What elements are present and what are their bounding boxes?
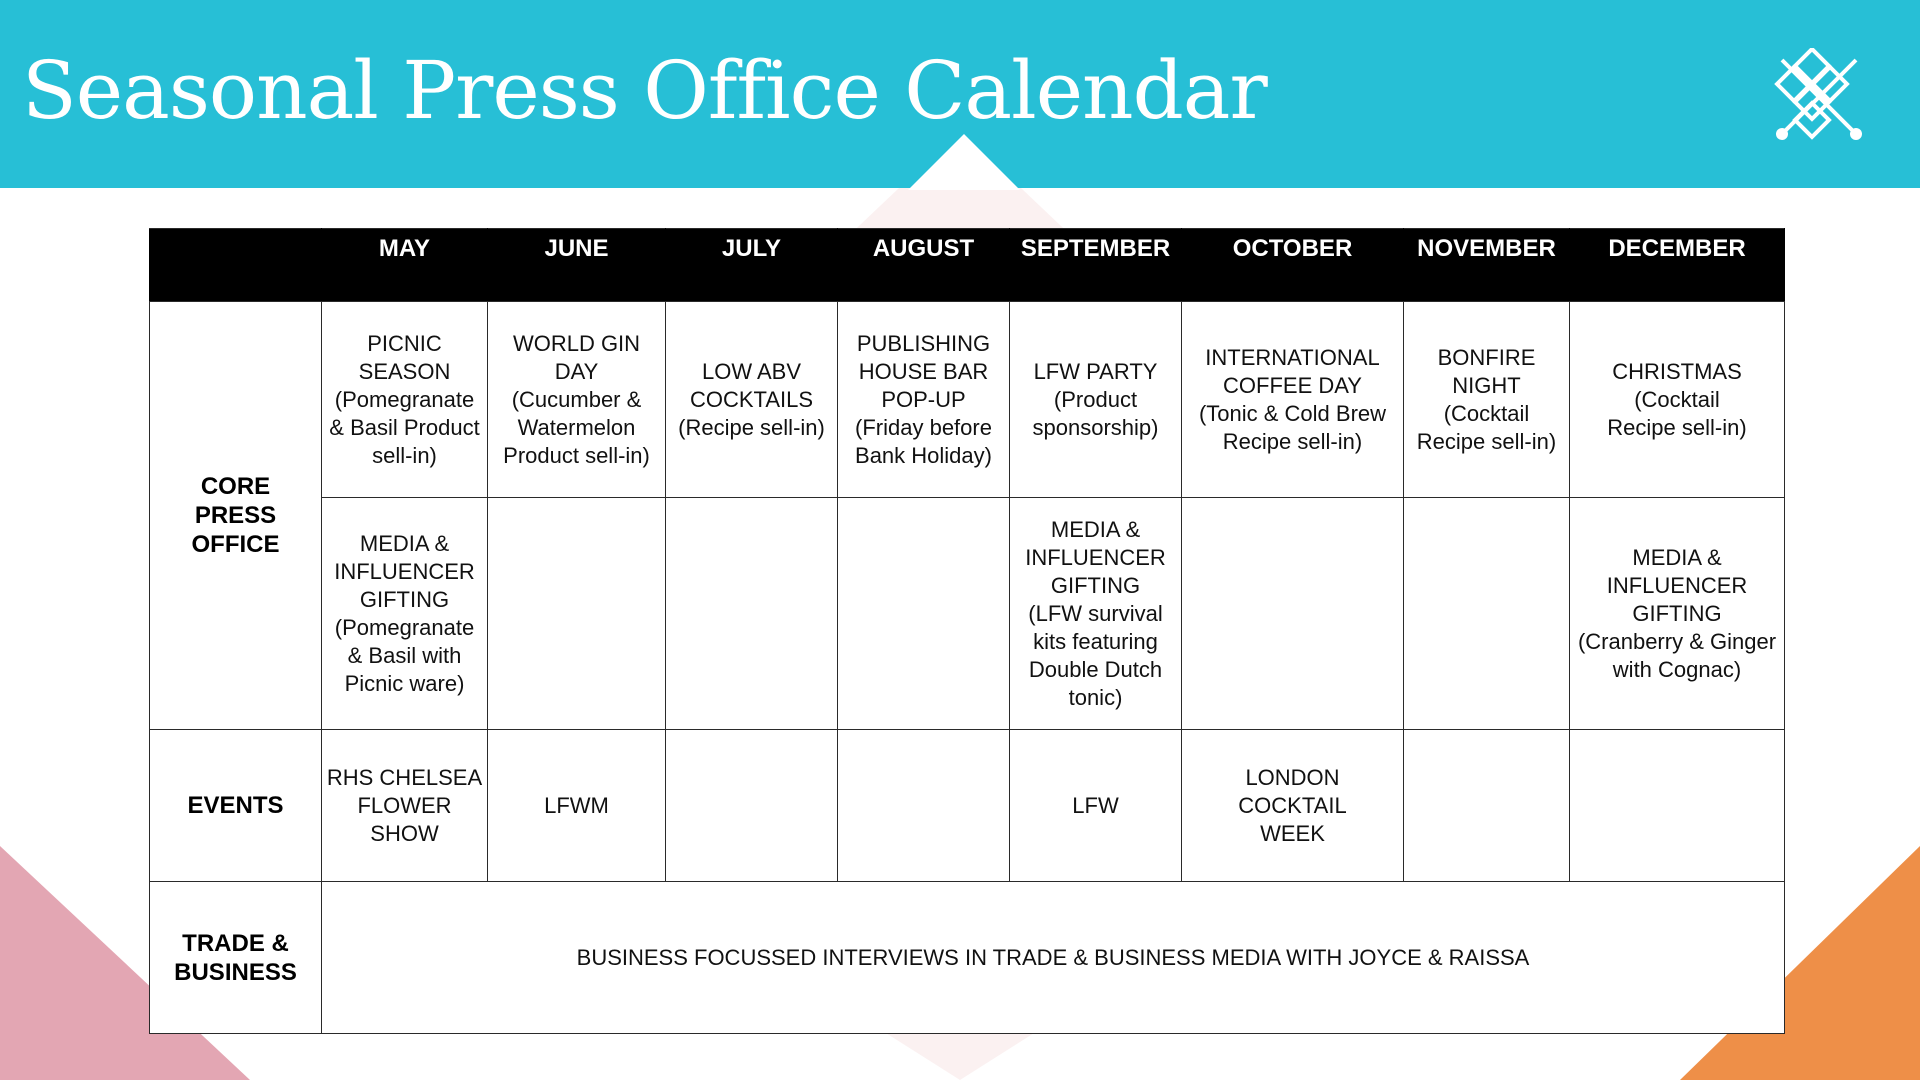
month-header: JULY bbox=[666, 229, 838, 302]
month-header: SEPTEMBER bbox=[1010, 229, 1182, 302]
calendar-cell bbox=[1182, 730, 1404, 882]
cell-text-line: kits featuring bbox=[1033, 628, 1158, 654]
cell-text-line: WORLD GIN bbox=[512, 330, 641, 356]
calendar-cell bbox=[1404, 302, 1570, 498]
calendar-cell bbox=[1570, 302, 1785, 498]
cell-text-line: INFLUENCER bbox=[1025, 544, 1166, 570]
calendar-cell bbox=[1570, 730, 1785, 882]
cell-text-line: CORE bbox=[200, 473, 271, 500]
cell-text-line: PICNIC bbox=[367, 330, 442, 356]
cell-text-line: DAY bbox=[554, 358, 599, 384]
cell-text-line: MEDIA & bbox=[359, 530, 450, 556]
cell-text-line: TRADE & bbox=[182, 929, 289, 957]
cell-text-line: INFLUENCER bbox=[1606, 572, 1748, 598]
cell-text-line: POP-UP bbox=[881, 386, 966, 412]
core-press-office-row-1 bbox=[150, 302, 1785, 498]
calendar-cell bbox=[838, 302, 1010, 498]
cell-text-line: INTERNATIONAL bbox=[1205, 344, 1380, 370]
calendar-cell bbox=[488, 498, 666, 730]
page-title: Seasonal Press Office Calendar bbox=[22, 44, 1267, 137]
calendar-cell bbox=[1570, 498, 1785, 730]
calendar-cell bbox=[666, 730, 838, 882]
cell-text-line: sell-in) bbox=[372, 442, 437, 468]
cell-text-line: (Pomegranate bbox=[334, 614, 475, 640]
month-header: OCTOBER bbox=[1182, 229, 1404, 302]
corner-header bbox=[150, 229, 322, 302]
cell-text-line: (Product bbox=[1053, 386, 1138, 412]
cell-text-line: COCKTAIL bbox=[1238, 792, 1347, 818]
cell-text-line: FLOWER bbox=[357, 792, 452, 818]
cell-text-line: (Pomegranate bbox=[334, 386, 475, 412]
cell-text-line: (Friday before bbox=[855, 414, 992, 440]
cell-text-line: Picnic ware) bbox=[344, 670, 465, 696]
calendar-cell bbox=[1404, 498, 1570, 730]
row-label-trade-business bbox=[150, 882, 322, 1034]
cell-text-line: with Cognac) bbox=[1612, 656, 1742, 682]
calendar-table bbox=[149, 228, 1785, 1034]
header-notch bbox=[908, 134, 1020, 190]
core-press-office-row-2 bbox=[150, 498, 1785, 730]
calendar-cell bbox=[322, 730, 488, 882]
cell-text-line: GIFTING bbox=[1050, 572, 1141, 598]
calendar-cell bbox=[1182, 498, 1404, 730]
month-header: DECEMBER bbox=[1570, 229, 1785, 302]
cell-text-line: (Recipe sell-in) bbox=[678, 414, 825, 440]
calendar-cell bbox=[666, 302, 838, 498]
calendar-cell bbox=[322, 302, 488, 498]
cell-text-line: LFWM bbox=[544, 792, 609, 818]
row-label-core-press-office bbox=[150, 302, 322, 730]
calendar-cell bbox=[838, 498, 1010, 730]
calendar-cell bbox=[1404, 730, 1570, 882]
diamond-knot-logo-icon bbox=[1772, 48, 1868, 144]
month-header: MAY bbox=[322, 229, 488, 302]
trade-business-cell: BUSINESS FOCUSSED INTERVIEWS IN TRADE & BUSINESS MEDIA WITH JOYCE & RAISSA bbox=[322, 882, 1785, 1034]
month-header: AUGUST bbox=[838, 229, 1010, 302]
cell-text-line: BONFIRE bbox=[1437, 344, 1536, 370]
cell-text-line: BUSINESS bbox=[174, 958, 297, 986]
cell-text-line: (Cocktail bbox=[1443, 400, 1530, 426]
trade-business-row bbox=[150, 882, 1785, 1034]
cell-text-line: & Basil with bbox=[347, 642, 462, 668]
cell-text-line: & Basil Product bbox=[329, 414, 480, 440]
month-header: JUNE bbox=[488, 229, 666, 302]
calendar-cell bbox=[322, 498, 488, 730]
cell-text-line: Double Dutch bbox=[1028, 656, 1163, 682]
calendar-cell bbox=[1182, 302, 1404, 498]
cell-text-line: LFW bbox=[1072, 792, 1119, 818]
calendar-cell bbox=[1010, 302, 1182, 498]
cell-text-line: EVENTS bbox=[187, 792, 284, 819]
cell-text-line: Recipe sell-in) bbox=[1416, 428, 1557, 454]
cell-text-line: COFFEE DAY bbox=[1223, 372, 1362, 398]
row-label-events bbox=[150, 730, 322, 882]
cell-text-line: PUBLISHING bbox=[856, 330, 991, 356]
cell-text-line: LONDON bbox=[1245, 764, 1340, 790]
cell-text-line: SEASON bbox=[358, 358, 451, 384]
month-header: NOVEMBER bbox=[1404, 229, 1570, 302]
cell-text-line: tonic) bbox=[1068, 684, 1123, 710]
calendar-cell bbox=[488, 302, 666, 498]
cell-text-line: MEDIA & bbox=[1050, 516, 1141, 542]
month-header-row bbox=[150, 229, 1785, 302]
cell-text-line: (LFW survival bbox=[1028, 600, 1163, 626]
cell-text-line: (Cranberry & Ginger bbox=[1577, 628, 1777, 654]
calendar-cell bbox=[1010, 498, 1182, 730]
cell-text-line: INFLUENCER bbox=[334, 558, 475, 584]
cell-text-line: RHS CHELSEA bbox=[326, 764, 483, 790]
cell-text-line: OFFICE bbox=[191, 531, 280, 558]
cell-text-line: SHOW bbox=[370, 820, 439, 846]
cell-text-line: (Tonic & Cold Brew bbox=[1198, 400, 1387, 426]
calendar-cell bbox=[666, 498, 838, 730]
calendar-cell bbox=[1010, 730, 1182, 882]
calendar-cell bbox=[488, 730, 666, 882]
cell-text-line: (Cucumber & bbox=[511, 386, 642, 412]
cell-text-line: CHRISTMAS bbox=[1612, 358, 1742, 384]
cell-text-line: sponsorship) bbox=[1032, 414, 1159, 440]
cell-text-line: COCKTAILS bbox=[689, 386, 814, 412]
cell-text-line: GIFTING bbox=[1632, 600, 1722, 626]
cell-text-line: HOUSE BAR bbox=[858, 358, 989, 384]
cell-text-line: Watermelon bbox=[517, 414, 636, 440]
cell-text-line: WEEK bbox=[1260, 820, 1325, 846]
cell-text-line: GIFTING bbox=[359, 586, 450, 612]
cell-text-line: LFW PARTY bbox=[1033, 358, 1158, 384]
events-row bbox=[150, 730, 1785, 882]
calendar-cell bbox=[838, 730, 1010, 882]
cell-text-line: MEDIA & bbox=[1632, 544, 1722, 570]
cell-text-line: Bank Holiday) bbox=[855, 442, 992, 468]
cell-text-line: LOW ABV bbox=[701, 358, 802, 384]
cell-text-line: PRESS bbox=[194, 502, 277, 529]
cell-text-line: Product sell-in) bbox=[503, 442, 650, 468]
cell-text-line: Recipe sell-in) bbox=[1607, 414, 1747, 440]
cell-text-line: (Cocktail bbox=[1634, 386, 1720, 412]
cell-text-line: Recipe sell-in) bbox=[1222, 428, 1363, 454]
header-bar bbox=[0, 0, 1920, 188]
cell-text-line: NIGHT bbox=[1452, 372, 1521, 398]
